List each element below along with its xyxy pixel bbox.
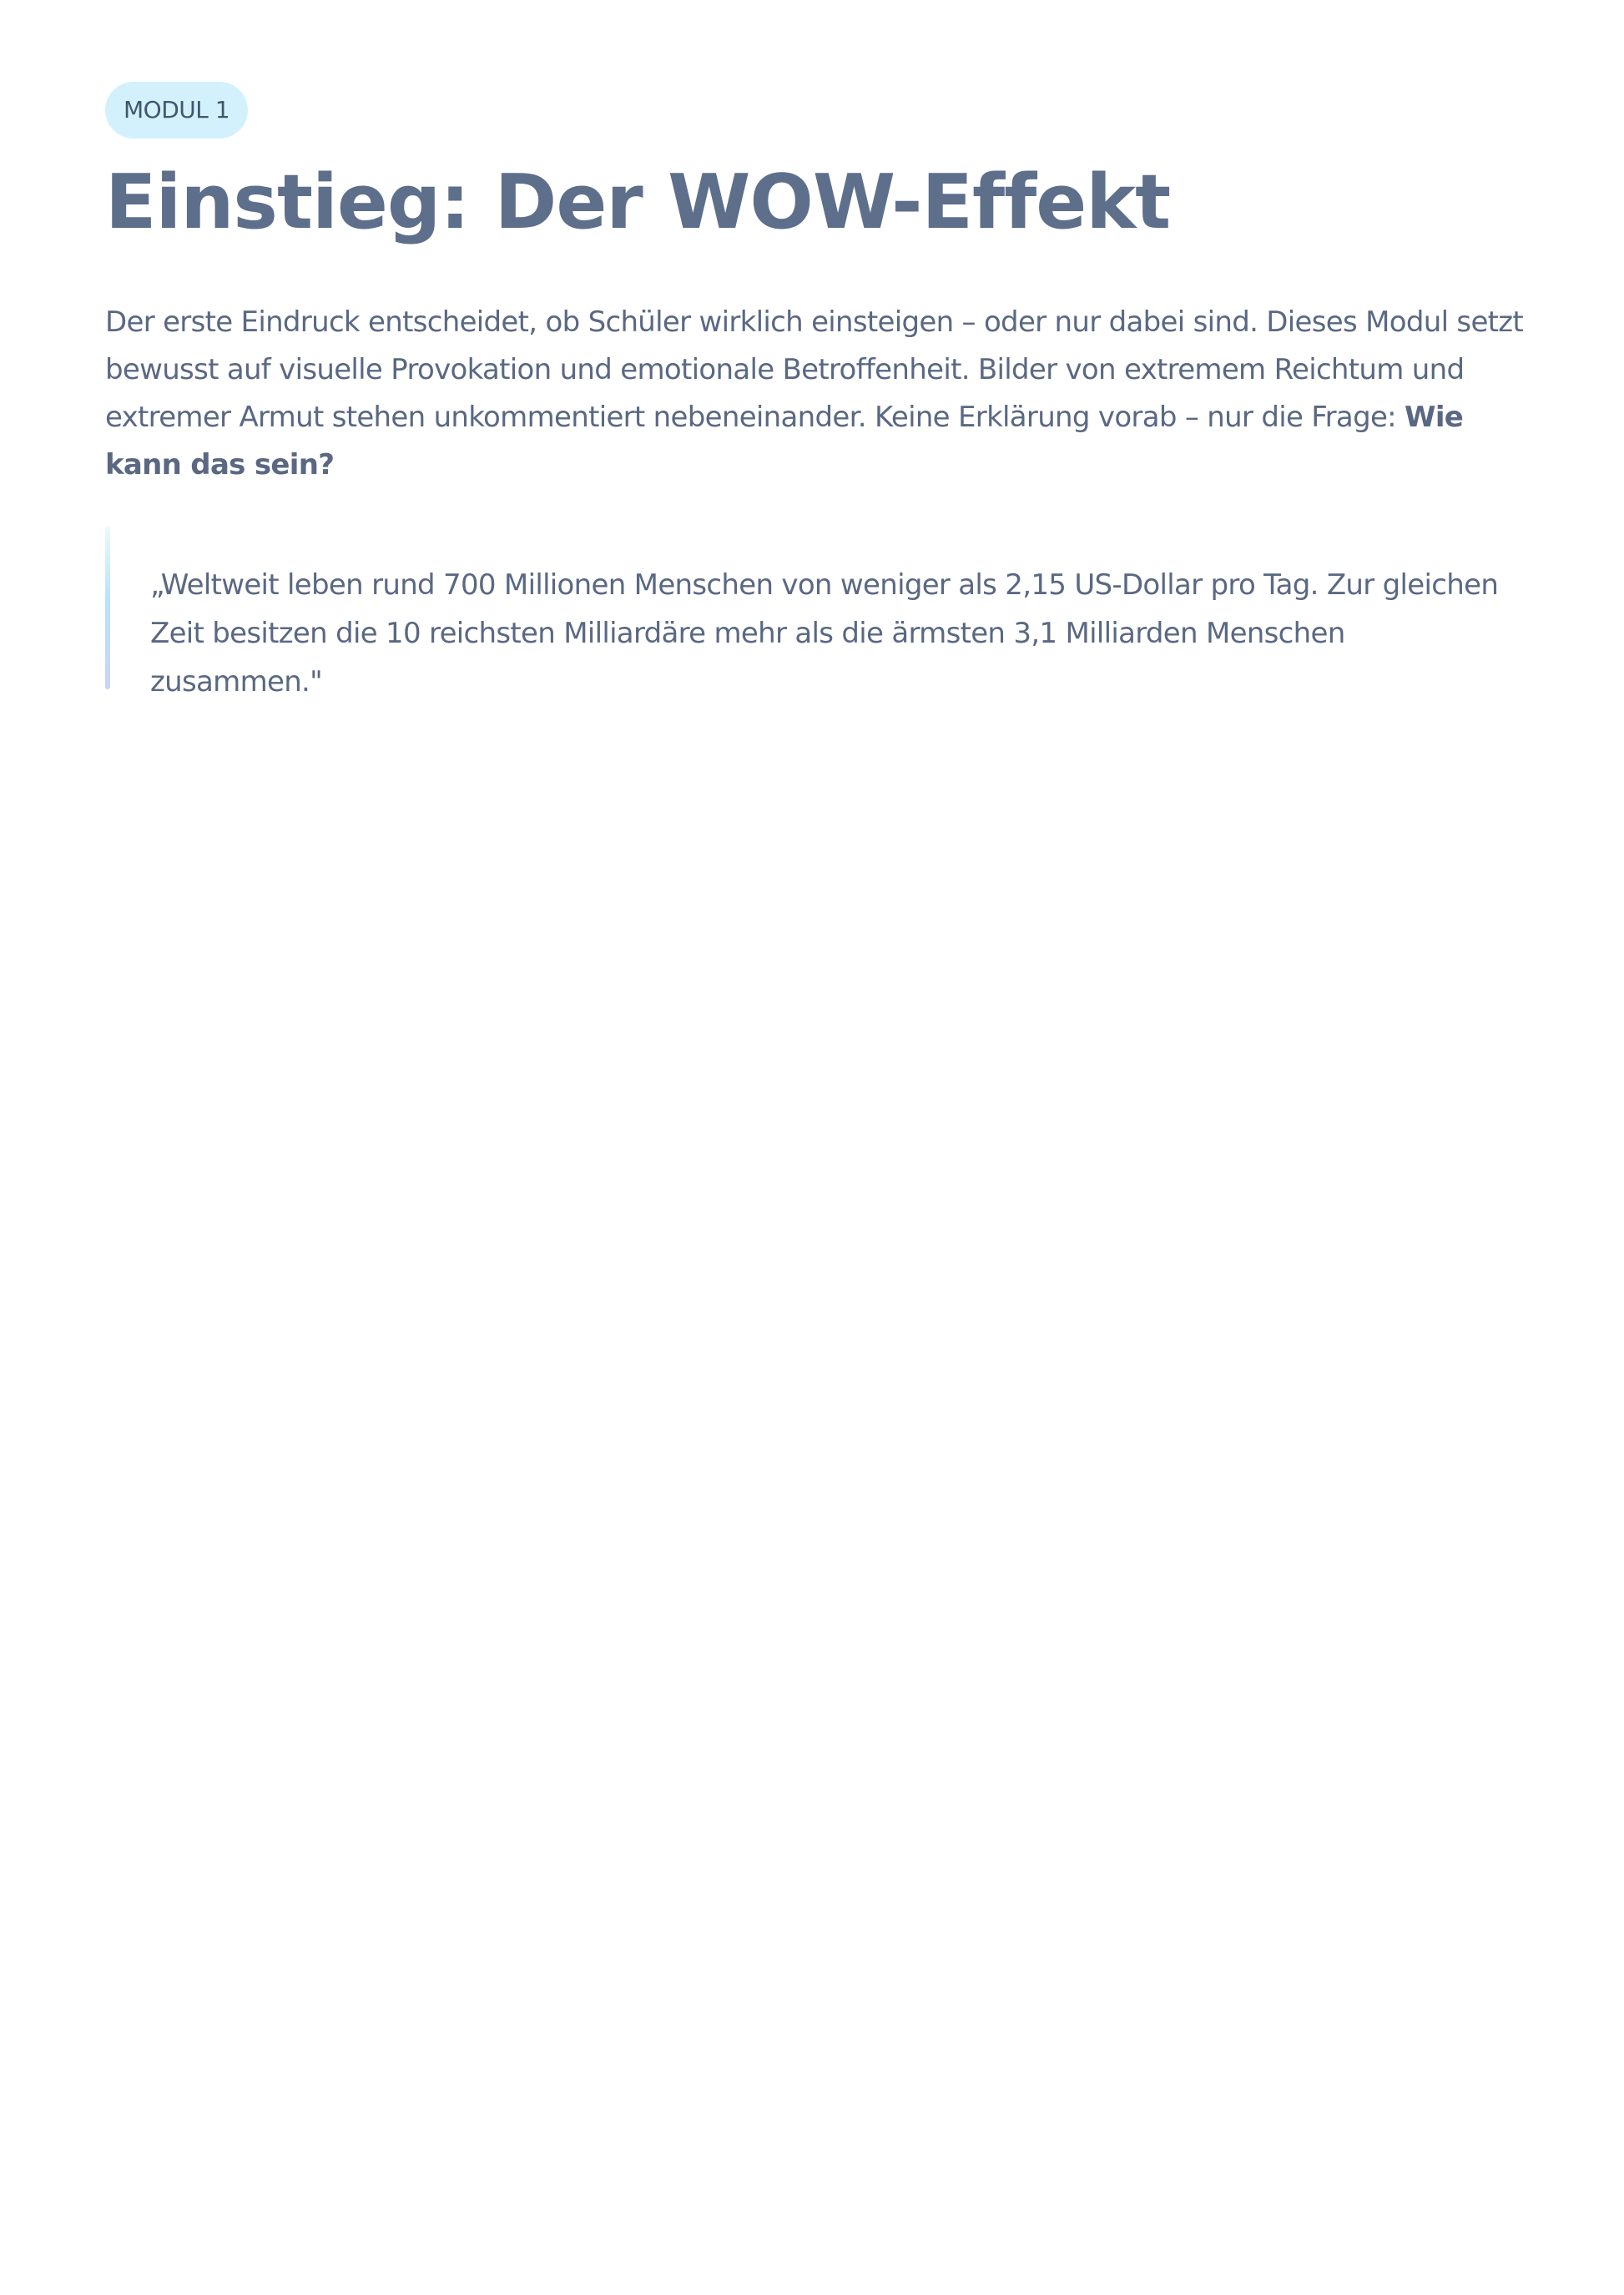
intro-text: Der erste Eindruck entscheidet, ob Schüler wirklich einsteigen – oder nur dabei sind. Dieses Modul setzt bewusst auf visuelle Provokation und emotionale Betroffenheit. Bilder von extremem Reichtum und extremer Armut stehen unkommentiert nebeneinander. Keine Erklärung vorab – nur die Frage: bbox=[105, 305, 1524, 434]
module-page bbox=[105, 82, 1524, 699]
quote-text: „Weltweit leben rund 700 Millionen Menschen von weniger als 2,15 US-Dollar pro Tag. Zur gleichen Zeit besitzen die 10 reichsten Milliardäre mehr als die ärmsten 3,1 Milliarden Menschen zusammen." bbox=[150, 568, 1499, 699]
intro-paragraph bbox=[105, 299, 1524, 489]
statistic-quote bbox=[105, 526, 1524, 699]
module-title: Einstieg: Der WOW-Effekt bbox=[105, 159, 1171, 246]
quote-accent-bar bbox=[105, 526, 110, 689]
module-badge: MODUL 1 bbox=[105, 82, 248, 139]
intro-emphasis: Wie kann das sein? bbox=[105, 401, 1464, 482]
